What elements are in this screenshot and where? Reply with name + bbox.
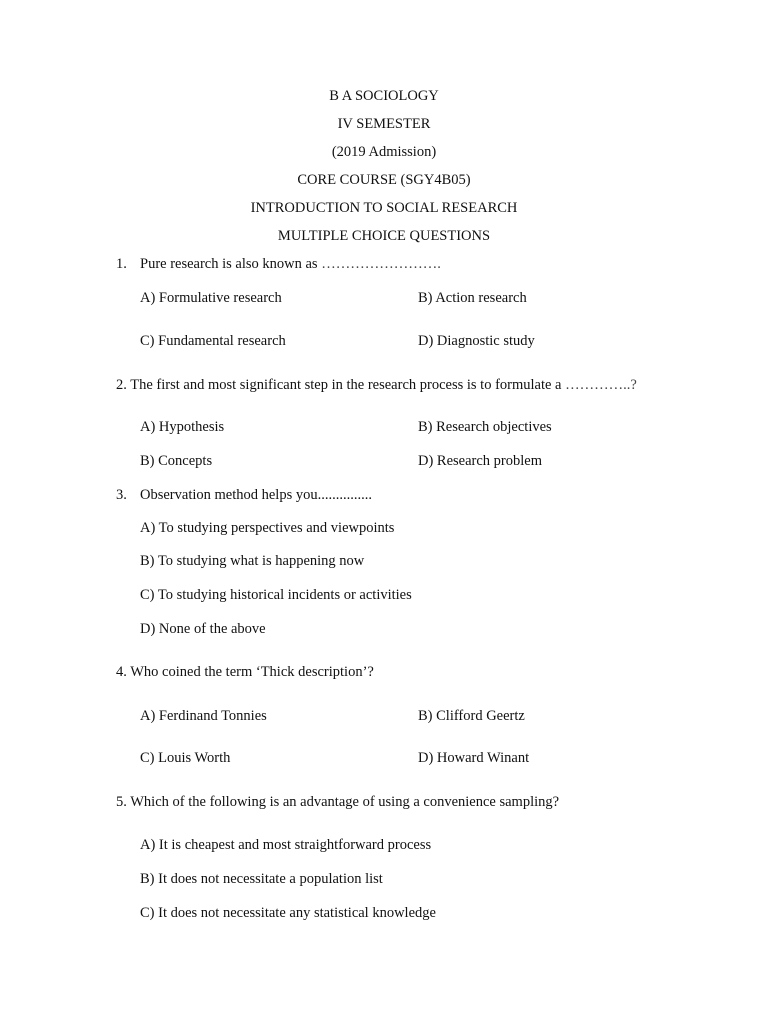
answer-blank: …………..?	[565, 377, 637, 393]
course-title: B A SOCIOLOGY	[329, 88, 439, 104]
paper-title: INTRODUCTION TO SOCIAL RESEARCH	[250, 200, 518, 216]
question-text: Observation method helps you...............	[140, 487, 372, 503]
question-4-option-b: B) Clifford Geertz	[418, 708, 525, 724]
admission-year: (2019 Admission)	[331, 144, 437, 160]
question-text: The first and most significant step in the research process is to formulate a	[130, 377, 566, 393]
question-2-option-d: D) Research problem	[418, 453, 543, 469]
question-1-option-c: C) Fundamental research	[140, 333, 286, 349]
course-code: CORE COURSE (SGY4B05)	[297, 172, 471, 188]
question-3-option-a: A) To studying perspectives and viewpoints	[140, 520, 395, 536]
question-3-option-d: D) None of the above	[140, 621, 266, 637]
question-1-option-a: A) Formulative research	[140, 290, 282, 306]
question-5	[116, 794, 559, 811]
question-4	[116, 664, 374, 681]
question-3	[116, 487, 372, 504]
section-title: MULTIPLE CHOICE QUESTIONS	[277, 228, 491, 244]
question-5-option-c: C) It does not necessitate any statistical knowledge	[140, 905, 436, 921]
question-3-option-b: B) To studying what is happening now	[140, 553, 365, 569]
question-4-option-a: A) Ferdinand Tonnies	[140, 708, 267, 724]
question-number: 4.	[116, 664, 127, 680]
question-number: 1.	[116, 256, 127, 272]
question-1-option-b: B) Action research	[418, 290, 527, 306]
question-text: Pure research is also known as	[140, 256, 322, 272]
question-2-option-a: A) Hypothesis	[140, 419, 225, 435]
question-2-option-c: B) Concepts	[140, 453, 213, 469]
question-5-option-a: A) It is cheapest and most straightforward process	[140, 837, 432, 853]
question-4-option-c: C) Louis Worth	[140, 750, 231, 766]
question-number: 5.	[116, 794, 127, 810]
question-3-option-c: C) To studying historical incidents or activities	[140, 587, 412, 603]
question-number: 3.	[116, 487, 127, 503]
question-1-option-d: D) Diagnostic study	[418, 333, 535, 349]
question-4-option-d: D) Howard Winant	[418, 750, 530, 766]
question-1	[116, 256, 441, 273]
question-text: Which of the following is an advantage of using a convenience sampling?	[130, 794, 560, 810]
question-5-option-b: B) It does not necessitate a population list	[140, 871, 383, 887]
semester-label: IV SEMESTER	[337, 116, 431, 132]
answer-blank: …………………….	[321, 256, 441, 272]
question-text: Who coined the term ‘Thick description’?	[130, 664, 374, 680]
question-2	[116, 377, 637, 394]
question-2-option-b: B) Research objectives	[418, 419, 552, 435]
question-number: 2.	[116, 377, 127, 393]
